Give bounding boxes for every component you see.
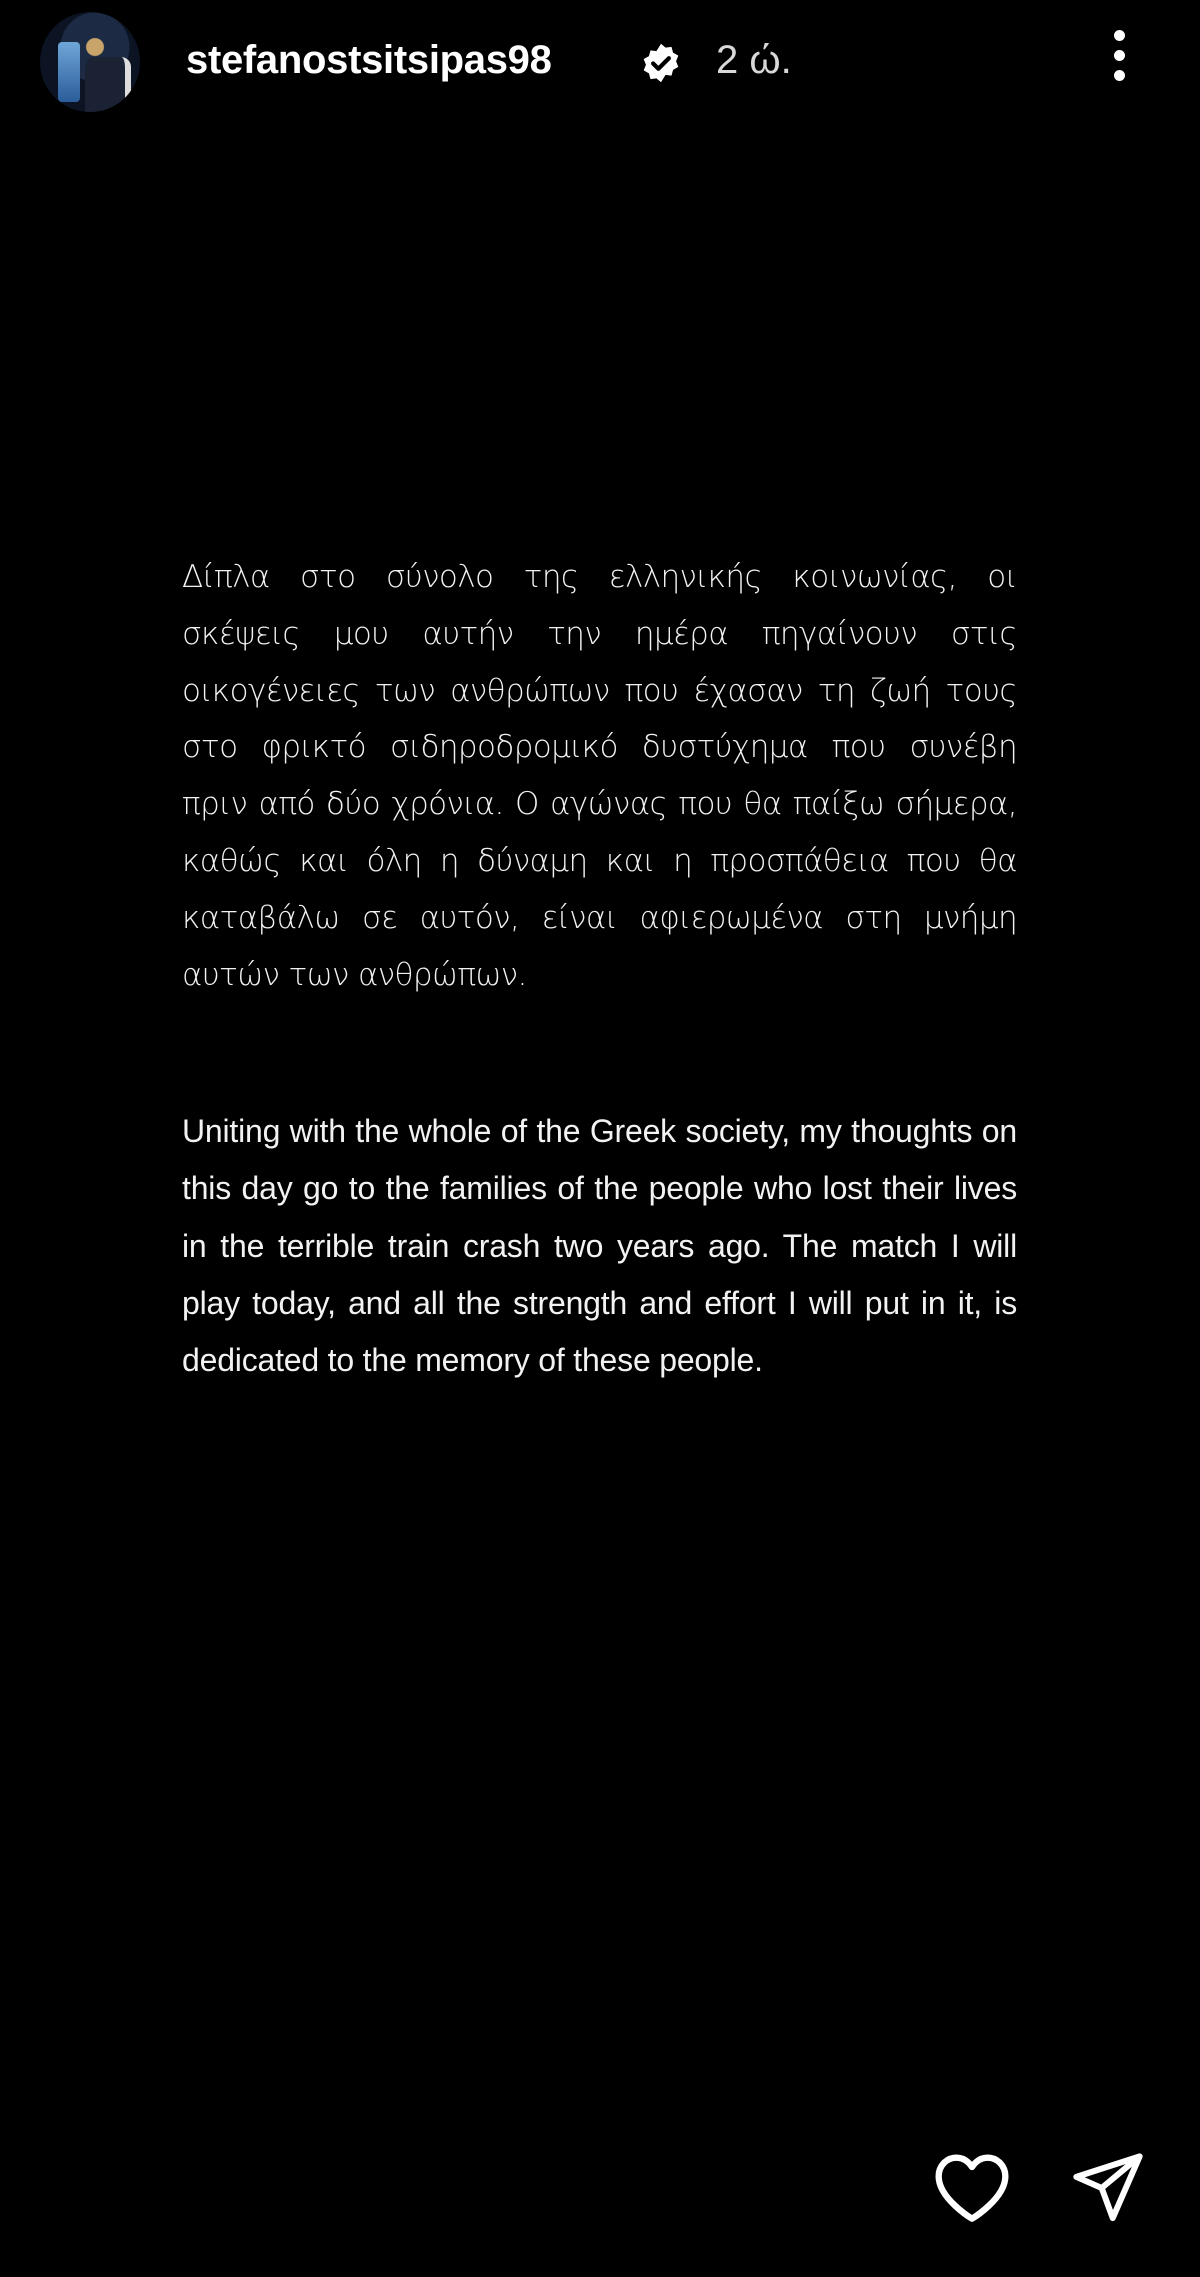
more-options-button[interactable] [1104,30,1134,90]
trophy-graphic [58,42,80,102]
heart-icon[interactable] [932,2150,1012,2224]
verified-badge-icon [640,42,682,84]
story-header [0,0,1200,125]
post-time: 2 ώ. [716,38,792,82]
greek-message: Δίπλα στο σύνολο της ελληνικής κοινωνίας, οι σκέψεις μου αυτήν την ημέρα πηγαίνουν στις οικογένειες των ανθρώπων που έχασαν τη ζωή τους στο φρικτό σιδηροδρομικό δυστύχημα που συνέβη πριν από δύο χρόνια. Ο αγώνας που θα παίξω σήμερα, καθώς και όλη η δύναμη και η προσπάθεια που θα καταβάλω σε αυτόν, είναι αφιερωμένα στη μνήμη αυτών των ανθρώπων. [182,559,1017,993]
person-graphic [85,57,131,112]
profile-avatar[interactable] [40,12,140,112]
more-vertical-icon [1114,30,1125,41]
more-vertical-icon [1114,70,1125,81]
more-vertical-icon [1114,50,1125,61]
english-message: Uniting with the whole of the Greek society, my thoughts on this day go to the families of the people who lost their lives in the terrible train crash two years ago. The match I will play today, and all the strength and effort I will put in it, is dedicated to the memory of these people. [182,1113,1017,1379]
send-icon[interactable] [1068,2150,1148,2226]
username-link[interactable]: stefanostsitsipas98 [186,38,552,82]
